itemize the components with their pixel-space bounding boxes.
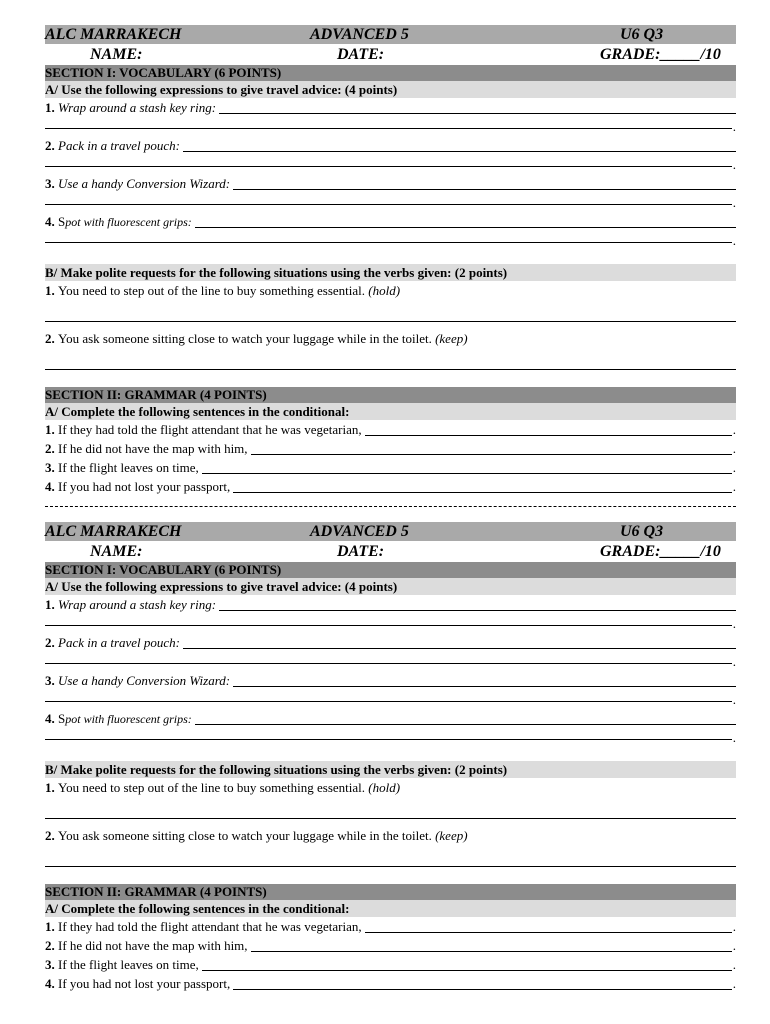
header-row-2 — [45, 541, 736, 562]
answer-line[interactable] — [233, 177, 736, 190]
item-number: 2. — [45, 635, 55, 650]
date-label: DATE: — [337, 46, 385, 63]
answer-line-cont[interactable] — [45, 193, 736, 212]
item-text: Pack in a travel pouch: — [58, 138, 181, 153]
grammar-item-2 — [45, 439, 736, 458]
item-number: 3. — [45, 176, 55, 191]
vocab-item-4 — [45, 709, 736, 728]
period: . — [732, 692, 736, 707]
answer-line[interactable] — [233, 977, 732, 990]
name-label: NAME: — [90, 543, 143, 560]
section-1b-instruction: B/ Make polite requests for the following situations using the verbs given: (2 points) — [45, 264, 736, 281]
item-number: 3. — [45, 673, 55, 688]
answer-line[interactable] — [183, 636, 736, 649]
item-text: You ask someone sitting close to watch your luggage while in the toilet. — [58, 331, 432, 346]
answer-line[interactable] — [233, 480, 732, 493]
period: . — [732, 730, 736, 745]
answer-line[interactable] — [183, 139, 736, 152]
vocab-item-3 — [45, 174, 736, 193]
request-item-1 — [45, 281, 736, 300]
answer-line[interactable] — [251, 442, 732, 455]
item-text: If the flight leaves on time, — [58, 460, 199, 475]
item-number: 3. — [45, 460, 55, 475]
item-number: 2. — [45, 138, 55, 153]
item-number: 4. — [45, 214, 55, 229]
unit-label: U6 Q3 — [620, 26, 664, 43]
section-1-title: SECTION I: VOCABULARY (6 POINTS) — [45, 562, 736, 578]
answer-line-cont[interactable] — [45, 155, 736, 174]
item-number: 4. — [45, 976, 55, 991]
school-name: ALC MARRAKECH — [45, 523, 182, 540]
answer-line-cont[interactable] — [45, 117, 736, 136]
unit-label: U6 Q3 — [620, 523, 664, 540]
date-label: DATE: — [337, 543, 385, 560]
header-row-2 — [45, 44, 736, 65]
item-number: 3. — [45, 957, 55, 972]
section-1a-instruction: A/ Use the following expressions to give travel advice: (4 points) — [45, 81, 736, 98]
item-number: 2. — [45, 331, 55, 346]
item-number: 1. — [45, 597, 55, 612]
item-text: You need to step out of the line to buy something essential. — [58, 283, 366, 298]
item-text: Pack in a travel pouch: — [58, 635, 181, 650]
answer-line[interactable] — [219, 598, 736, 611]
answer-line-cont[interactable] — [45, 690, 736, 709]
answer-line[interactable] — [45, 358, 736, 377]
request-item-2 — [45, 826, 736, 845]
period: . — [732, 976, 736, 991]
item-verb: (keep) — [435, 828, 468, 843]
item-verb: (hold) — [368, 283, 401, 298]
section-1-title: SECTION I: VOCABULARY (6 POINTS) — [45, 65, 736, 81]
period: . — [732, 195, 736, 210]
item-text: If you had not lost your passport, — [58, 479, 231, 494]
vocab-item-1 — [45, 595, 736, 614]
item-text: pot with fluorescent grips: — [65, 712, 192, 726]
level-label: ADVANCED 5 — [310, 523, 409, 540]
item-number: 2. — [45, 441, 55, 456]
grammar-item-1 — [45, 917, 736, 936]
grammar-item-2 — [45, 936, 736, 955]
item-text: If you had not lost your passport, — [58, 976, 231, 991]
item-text: Use a handy Conversion Wizard: — [58, 176, 231, 191]
grammar-item-1 — [45, 420, 736, 439]
vocab-item-1 — [45, 98, 736, 117]
grade-label: GRADE:_____/10 — [600, 46, 721, 63]
item-number: 4. — [45, 711, 55, 726]
item-verb: (hold) — [368, 780, 401, 795]
item-number: 1. — [45, 100, 55, 115]
test-copy-1 — [45, 25, 736, 496]
section-2a-instruction: A/ Complete the following sentences in the conditional: — [45, 900, 736, 917]
period: . — [732, 233, 736, 248]
answer-line-cont[interactable] — [45, 614, 736, 633]
level-label: ADVANCED 5 — [310, 26, 409, 43]
period: . — [732, 441, 736, 456]
item-text: Wrap around a stash key ring: — [58, 100, 217, 115]
answer-line[interactable] — [365, 423, 732, 436]
name-label: NAME: — [90, 46, 143, 63]
grammar-item-4 — [45, 974, 736, 993]
answer-line[interactable] — [45, 807, 736, 826]
item-text: If they had told the flight attendant that he was vegetarian, — [58, 422, 362, 437]
vocab-item-4 — [45, 212, 736, 231]
item-text: You ask someone sitting close to watch your luggage while in the toilet. — [58, 828, 432, 843]
period: . — [732, 957, 736, 972]
cut-line — [45, 506, 736, 507]
item-text-first: S — [58, 711, 66, 726]
item-verb: (keep) — [435, 331, 468, 346]
request-item-2 — [45, 329, 736, 348]
header-row-1 — [45, 25, 736, 44]
period: . — [732, 919, 736, 934]
item-text: pot with fluorescent grips: — [65, 215, 192, 229]
answer-line[interactable] — [195, 215, 736, 228]
item-text-first: S — [58, 214, 66, 229]
item-text: Use a handy Conversion Wizard: — [58, 673, 231, 688]
school-name: ALC MARRAKECH — [45, 26, 182, 43]
answer-line[interactable] — [195, 712, 736, 725]
period: . — [732, 460, 736, 475]
answer-line-cont[interactable] — [45, 231, 736, 250]
item-text: If he did not have the map with him, — [58, 441, 248, 456]
answer-line[interactable] — [45, 855, 736, 874]
item-number: 2. — [45, 828, 55, 843]
section-1a-instruction: A/ Use the following expressions to give travel advice: (4 points) — [45, 578, 736, 595]
period: . — [732, 654, 736, 669]
period: . — [732, 422, 736, 437]
grammar-item-3 — [45, 955, 736, 974]
item-text: If he did not have the map with him, — [58, 938, 248, 953]
answer-line[interactable] — [202, 461, 732, 474]
section-1b-instruction: B/ Make polite requests for the following situations using the verbs given: (2 points) — [45, 761, 736, 778]
answer-line[interactable] — [251, 939, 732, 952]
section-2a-instruction: A/ Complete the following sentences in the conditional: — [45, 403, 736, 420]
item-number: 1. — [45, 422, 55, 437]
header-row-1 — [45, 522, 736, 541]
item-text: Wrap around a stash key ring: — [58, 597, 217, 612]
period: . — [732, 479, 736, 494]
answer-line-cont[interactable] — [45, 652, 736, 671]
item-text: If the flight leaves on time, — [58, 957, 199, 972]
request-item-1 — [45, 778, 736, 797]
answer-line[interactable] — [365, 920, 732, 933]
period: . — [732, 616, 736, 631]
period: . — [732, 938, 736, 953]
item-number: 1. — [45, 283, 55, 298]
vocab-item-3 — [45, 671, 736, 690]
period: . — [732, 119, 736, 134]
section-2-title: SECTION II: GRAMMAR (4 POINTS) — [45, 884, 736, 900]
section-2-title: SECTION II: GRAMMAR (4 POINTS) — [45, 387, 736, 403]
grade-label: GRADE:_____/10 — [600, 543, 721, 560]
item-number: 2. — [45, 938, 55, 953]
item-text: You need to step out of the line to buy something essential. — [58, 780, 366, 795]
answer-line[interactable] — [219, 101, 736, 114]
vocab-item-2 — [45, 136, 736, 155]
grammar-item-3 — [45, 458, 736, 477]
period: . — [732, 157, 736, 172]
item-text: If they had told the flight attendant that he was vegetarian, — [58, 919, 362, 934]
answer-line[interactable] — [233, 674, 736, 687]
answer-line[interactable] — [45, 310, 736, 329]
vocab-item-2 — [45, 633, 736, 652]
grammar-item-4 — [45, 477, 736, 496]
item-number: 1. — [45, 919, 55, 934]
answer-line-cont[interactable] — [45, 728, 736, 747]
test-copy-2 — [45, 522, 736, 993]
item-number: 4. — [45, 479, 55, 494]
answer-line[interactable] — [202, 958, 732, 971]
item-number: 1. — [45, 780, 55, 795]
